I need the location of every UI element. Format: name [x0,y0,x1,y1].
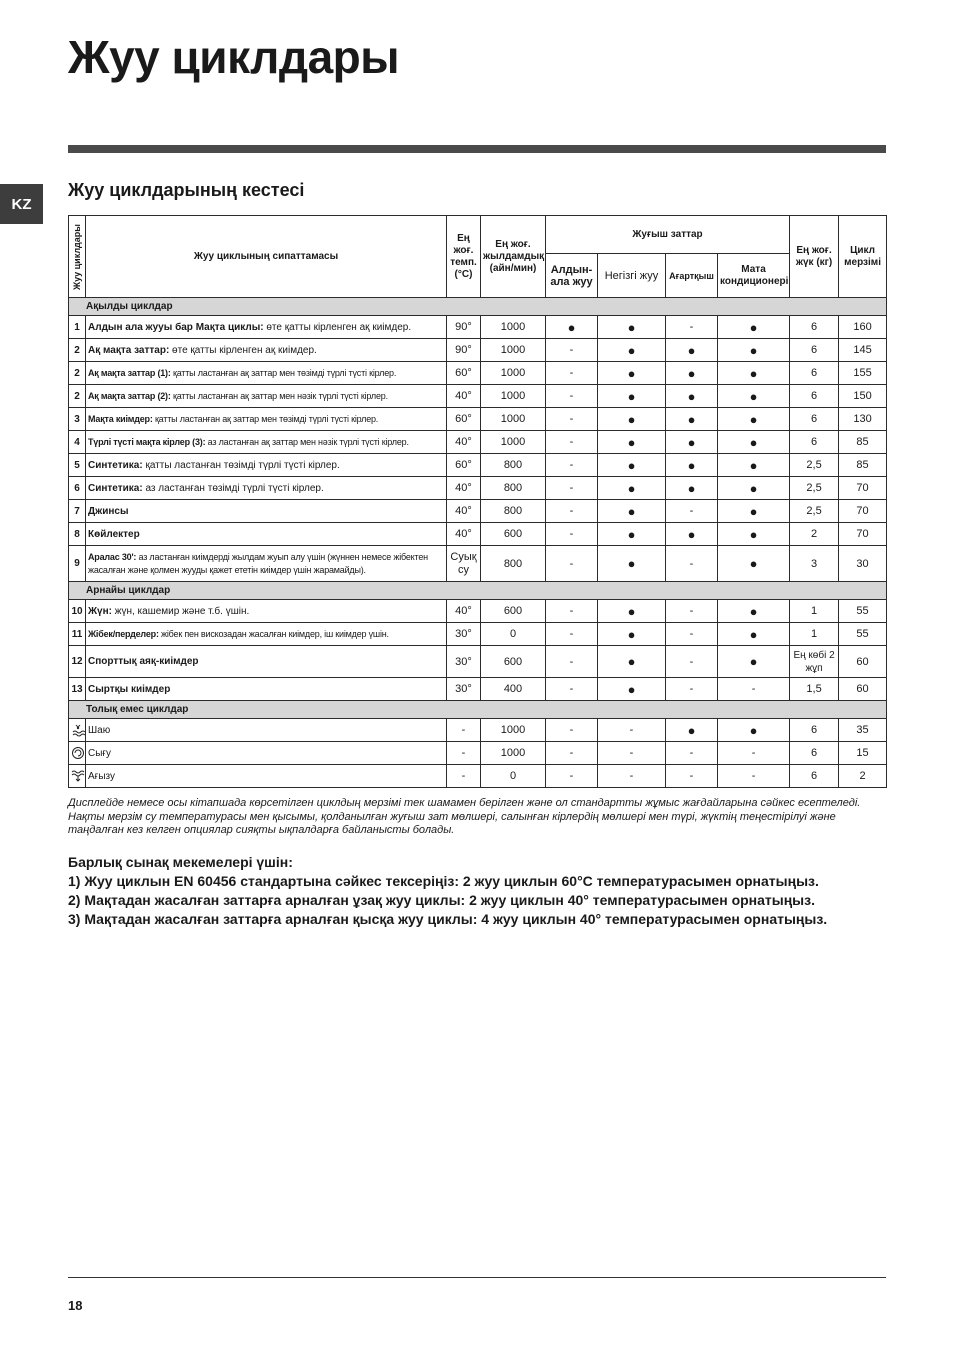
cell-dur: 160 [839,316,887,339]
cell-load: 6 [790,316,839,339]
cell-spin: 400 [481,678,546,701]
header-bleach: Ағартқыш [666,254,718,298]
cell-spin: 800 [481,454,546,477]
cycle-description [86,339,447,362]
table-row [69,623,887,646]
page-number: 18 [68,1298,83,1313]
cell-spin: 600 [481,600,546,623]
cell-main: ● [598,477,666,500]
cycle-name: Жүн: [88,605,112,617]
cycle-description [86,523,447,546]
cycles-table [68,215,887,788]
cell-dur: 60 [839,678,887,701]
table-row [69,523,887,546]
cell-load: 1 [790,623,839,646]
cell-soft: ● [718,523,790,546]
cell-dur: 155 [839,362,887,385]
cell-main: ● [598,362,666,385]
cell-temp: 30° [447,623,481,646]
cell-dur: 70 [839,500,887,523]
cell-load: 6 [790,765,839,788]
cell-load: 2,5 [790,500,839,523]
header-softener: Мата кондиционері [718,254,790,298]
cycle-name: Түрлі түсті мақта кірлер (3): [88,437,206,447]
cell-bleach: ● [666,477,718,500]
cell-spin: 800 [481,546,546,582]
cell-soft: ● [718,385,790,408]
cycle-detail: Шаю [88,724,111,736]
cell-dur: 15 [839,742,887,765]
cell-bleach: ● [666,408,718,431]
cycle-detail: жүн, кашемир және т.б. үшін. [111,605,250,617]
cell-temp: 60° [447,408,481,431]
cell-soft: ● [718,454,790,477]
cell-soft: ● [718,431,790,454]
cell-spin: 0 [481,623,546,646]
cell-pre: - [546,408,598,431]
cell-dur: 55 [839,600,887,623]
cell-dur: 55 [839,623,887,646]
cycle-description [86,362,447,385]
cell-load: 3 [790,546,839,582]
cycle-number: 2 [69,339,86,362]
cell-load: 6 [790,431,839,454]
cycle-detail: қатты ластанған ақ заттар мен нәзік түрлі түсті кірлер. [170,391,388,401]
cycle-name: Синтетика: [88,459,143,471]
cell-spin: 600 [481,523,546,546]
cell-temp: 40° [447,431,481,454]
cell-dur: 85 [839,454,887,477]
cycle-detail: Ағызу [88,770,115,782]
cycle-number: 7 [69,500,86,523]
test-line-3: 3) Мақтадан жасалған заттарға арналған қысқа жуу циклы: 4 жуу циклын 40° температурасымен орнатыңыз. [68,911,828,927]
cell-bleach: - [666,623,718,646]
cycle-name: Сыртқы киімдер [88,683,171,695]
cycle-description [86,477,447,500]
cell-main: - [598,719,666,742]
cell-temp: - [447,719,481,742]
table-row [69,546,887,582]
cell-pre: - [546,646,598,678]
cell-bleach: - [666,316,718,339]
cell-temp: 40° [447,600,481,623]
cell-soft: - [718,742,790,765]
cycle-number: 1 [69,316,86,339]
table-row [69,431,887,454]
cycle-description [86,719,447,742]
cell-pre: - [546,742,598,765]
cycle-detail: қатты ластанған ақ заттар мен төзімді түрлі түсті кірлер. [170,368,397,378]
header-description: Жуу циклының сипаттамасы [86,216,447,298]
tests-heading: Барлық сынақ мекемелері үшін: [68,854,293,870]
cell-bleach: ● [666,339,718,362]
cell-pre: - [546,431,598,454]
cycle-detail: Сығу [88,747,112,759]
table-row [69,719,887,742]
cycle-description [86,408,447,431]
cycle-name: Жібек/перделер: [88,629,159,639]
header-mainwash: Негізгі жуу [598,254,666,298]
cycle-name: Ақ мақта заттар (1): [88,368,171,378]
cell-soft: ● [718,646,790,678]
cell-load: 2 [790,523,839,546]
header-spin: Ең жоғ. жылдамдық (айн/мин) [481,216,546,298]
cell-temp: 30° [447,678,481,701]
cell-pre: - [546,385,598,408]
cell-dur: 150 [839,385,887,408]
section-header: Арнайы циклдар [69,582,887,600]
cycle-detail: өте қатты кірленген ақ киімдер. [169,344,317,356]
cell-bleach: - [666,546,718,582]
cycle-detail: қатты ластанған төзімді түрлі түсті кірлер. [142,459,340,471]
cycle-number: 11 [69,623,86,646]
cycle-description [86,765,447,788]
cycle-name: Көйлектер [88,528,140,540]
cell-temp: 40° [447,385,481,408]
page-title: Жуу циклдары [68,31,400,83]
cycle-number: 2 [69,362,86,385]
cycle-name: Алдын ала жууы бар Мақта циклы: [88,321,264,333]
table-row [69,385,887,408]
cell-pre: - [546,678,598,701]
cell-main: ● [598,316,666,339]
cell-spin: 1000 [481,742,546,765]
cell-load: 6 [790,408,839,431]
cell-bleach: - [666,678,718,701]
cell-bleach: - [666,500,718,523]
cell-main: - [598,742,666,765]
cell-dur: 70 [839,477,887,500]
cycle-description [86,385,447,408]
header-prewash: Алдын-ала жуу [546,254,598,298]
cell-soft: ● [718,316,790,339]
table-row [69,500,887,523]
cell-main: ● [598,546,666,582]
cell-bleach: ● [666,523,718,546]
cycle-detail: аз ластанған ақ заттар мен нәзік түрлі түсті кірлер. [205,437,409,447]
cell-dur: 130 [839,408,887,431]
cell-temp: - [447,742,481,765]
cycle-number: 9 [69,546,86,582]
cell-temp: 60° [447,454,481,477]
cycle-description [86,623,447,646]
cell-soft: ● [718,362,790,385]
cell-spin: 1000 [481,431,546,454]
cell-bleach: - [666,600,718,623]
table-row [69,454,887,477]
cycle-detail: аз ластанған төзімді түрлі түсті кірлер. [142,482,324,494]
drain-icon [69,765,86,788]
cell-dur: 35 [839,719,887,742]
cell-pre: - [546,523,598,546]
cycle-number: 13 [69,678,86,701]
cell-spin: 600 [481,646,546,678]
cell-load: 6 [790,742,839,765]
cycle-detail: қатты ластанған ақ заттар мен төзімді түрлі түсті кірлер. [152,414,379,424]
cell-load: 2,5 [790,477,839,500]
cell-main: ● [598,623,666,646]
cell-temp: 90° [447,339,481,362]
cycle-number: 5 [69,454,86,477]
header-temp: Ең жоғ. темп. (°C) [447,216,481,298]
cell-soft: ● [718,623,790,646]
table-row [69,408,887,431]
cell-spin: 1000 [481,339,546,362]
cycle-number: 4 [69,431,86,454]
cell-pre: - [546,500,598,523]
cell-main: ● [598,385,666,408]
cell-main: ● [598,500,666,523]
cell-spin: 0 [481,765,546,788]
cycle-description [86,500,447,523]
cell-main: ● [598,523,666,546]
cycles-body [69,298,887,788]
cell-main: - [598,765,666,788]
cell-soft: ● [718,408,790,431]
cell-soft: ● [718,600,790,623]
cell-dur: 70 [839,523,887,546]
cell-main: ● [598,408,666,431]
cell-main: ● [598,678,666,701]
cell-pre: - [546,623,598,646]
cycle-name: Ақ мақта заттар (2): [88,391,171,401]
table-row [69,765,887,788]
table-row [69,362,887,385]
section-header: Ақылды циклдар [69,298,887,316]
header-detergents: Жуғыш заттар [546,216,790,254]
table-row [69,477,887,500]
cell-spin: 1000 [481,719,546,742]
title-rule [68,145,886,153]
cell-load: 2,5 [790,454,839,477]
cycle-name: Ақ мақта заттар: [88,344,170,356]
cell-bleach: - [666,646,718,678]
cell-dur: 145 [839,339,887,362]
cell-bleach: - [666,765,718,788]
section-header: Толық емес циклдар [69,701,887,719]
table-row [69,339,887,362]
cell-load: 6 [790,362,839,385]
cycle-detail: жібек пен вискозадан жасалған киімдер, іш киімдер үшін. [158,629,389,639]
cell-bleach: ● [666,385,718,408]
section-title: Жуу циклдарының кестесі [68,180,305,200]
cycle-description [86,742,447,765]
table-row [69,742,887,765]
cycle-name: Синтетика: [88,482,143,494]
cell-main: ● [598,431,666,454]
cycle-number: 6 [69,477,86,500]
cell-dur: 30 [839,546,887,582]
table-row [69,678,887,701]
cell-pre: - [546,477,598,500]
cycle-description [86,546,447,582]
cycle-number: 10 [69,600,86,623]
cycle-number: 3 [69,408,86,431]
cell-bleach: ● [666,454,718,477]
cell-pre: - [546,765,598,788]
cell-temp: - [447,765,481,788]
cell-bleach: ● [666,362,718,385]
cell-soft: ● [718,477,790,500]
cell-temp: 40° [447,523,481,546]
cell-bleach: ● [666,719,718,742]
cell-soft: - [718,765,790,788]
table-row [69,646,887,678]
cell-spin: 1000 [481,316,546,339]
cell-temp: 30° [447,646,481,678]
cell-temp: 60° [447,362,481,385]
cycle-name: Спорттық аяқ-киімдер [88,656,199,667]
footer-rule [68,1277,886,1278]
cell-soft: ● [718,546,790,582]
cell-temp: 90° [447,316,481,339]
header-cycles: Жуу циклдары [69,216,86,298]
cell-temp: Суық су [447,546,481,582]
cell-main: ● [598,454,666,477]
table-row [69,600,887,623]
header-duration: Цикл мерзімі [839,216,887,298]
cell-pre: - [546,719,598,742]
header-load: Ең жоғ. жүк (кг) [790,216,839,298]
cell-pre: - [546,600,598,623]
cycle-number: 8 [69,523,86,546]
cell-spin: 800 [481,477,546,500]
cycle-number: 12 [69,646,86,678]
cell-dur: 60 [839,646,887,678]
cell-spin: 1000 [481,385,546,408]
cycle-description [86,678,447,701]
cell-soft: ● [718,339,790,362]
cell-temp: 40° [447,500,481,523]
cycle-name: Аралас 30': [88,551,137,562]
cell-main: ● [598,600,666,623]
cycle-name: Джинсы [88,505,129,517]
cell-pre: - [546,454,598,477]
cell-soft: - [718,678,790,701]
cycle-description [86,646,447,678]
cycle-detail: аз ластанған киімдерді жылдам жуып алу үшін (жүннен немесе жібектен жасалған және қолмен жууды қажет ететін киімдер үшін жарамайды). [88,551,428,575]
cell-pre: - [546,339,598,362]
cell-main: ● [598,339,666,362]
cell-dur: 85 [839,431,887,454]
cell-load: 6 [790,719,839,742]
rinse-icon [69,719,86,742]
cell-load: 1 [790,600,839,623]
cell-spin: 1000 [481,362,546,385]
cell-soft: ● [718,500,790,523]
cell-pre: - [546,546,598,582]
cell-soft: ● [718,719,790,742]
cell-pre: ● [546,316,598,339]
cycle-name: Мақта киімдер: [88,414,153,424]
cell-spin: 1000 [481,408,546,431]
cell-load: 6 [790,385,839,408]
test-line-2: 2) Мақтадан жасалған заттарға арналған ұзақ жуу циклы: 2 жуу циклын 40° температурасымен орнатыңыз. [68,892,815,908]
cycle-description [86,431,447,454]
cell-dur: 2 [839,765,887,788]
language-tab: KZ [0,184,43,224]
cycle-detail: өте қатты кірленген ақ киімдер. [263,321,412,333]
cycle-description [86,316,447,339]
duration-note: Дисплейде немесе осы кітапшада көрсетілген циклдың мерзімі тек шамамен берілген және ол стандартты жұмыс жағдайларына сәйкес есептеледі. Нақты мерзім су температурасы мен қысымы, қолданылған жуғыш зат мөлшері, салынған кірлердің мөлшері мен түрі, жүктің теңестірілуі және таңдалған кез келген опциялар сияқты ықпалдарға байланысты болады. [68,797,861,836]
cycle-number: 2 [69,385,86,408]
test-line-1: 1) Жуу циклын EN 60456 стандартына сәйкес тексеріңіз: 2 жуу циклын 60°C температурасымен орнатыңыз. [68,873,819,889]
cell-load: Ең көбі 2 жұп [790,646,839,678]
cell-main: ● [598,646,666,678]
cell-bleach: - [666,742,718,765]
cell-bleach: ● [666,431,718,454]
cell-load: 6 [790,339,839,362]
spin-icon [69,742,86,765]
cycle-description [86,600,447,623]
cell-pre: - [546,362,598,385]
table-row [69,316,887,339]
cycle-description [86,454,447,477]
cell-spin: 800 [481,500,546,523]
cell-load: 1,5 [790,678,839,701]
cell-temp: 40° [447,477,481,500]
